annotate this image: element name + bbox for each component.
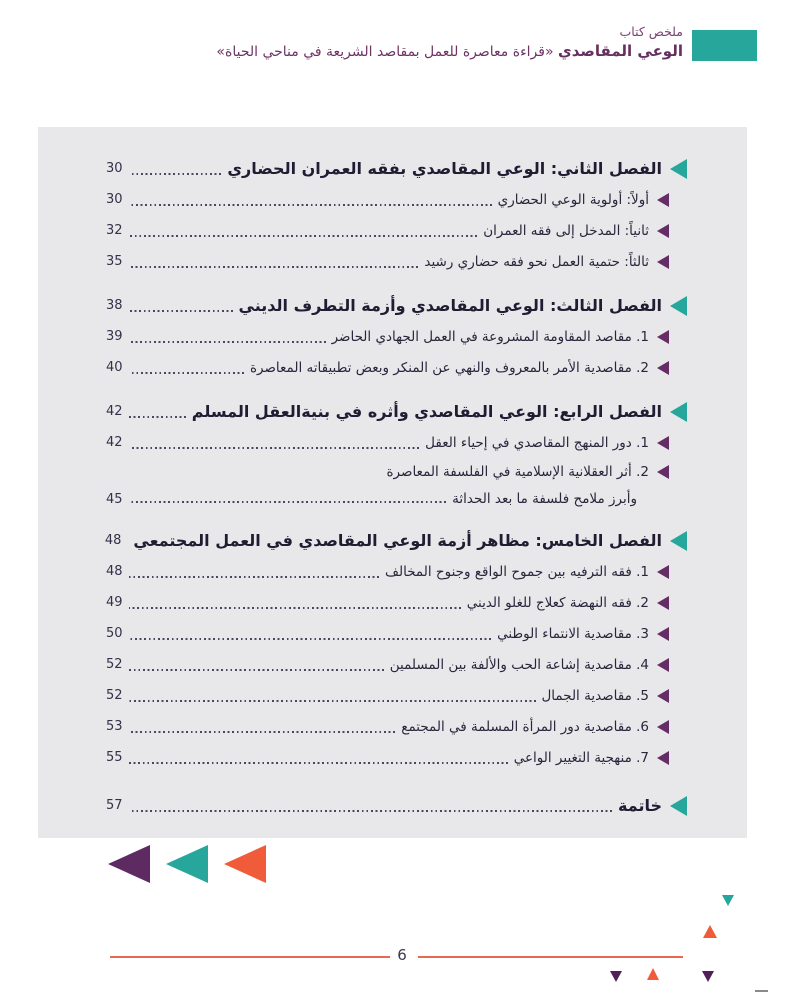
toc-entry-label: الفصل الرابع: الوعي المقاصدي وأثره في بنيةالعقل المسلم xyxy=(191,402,662,421)
small-triangle-orange-up-icon xyxy=(703,925,717,938)
dotted-leader xyxy=(129,576,379,578)
toc-content xyxy=(38,127,747,821)
dotted-leader xyxy=(129,731,396,733)
section-gap xyxy=(106,773,687,790)
toc-entry-page: 48 xyxy=(106,564,123,579)
toc-item-row xyxy=(106,618,669,649)
toc-entry-label: 6. مقاصدية دور المرأة المسلمة في المجتمع xyxy=(401,718,649,735)
dotted-leader xyxy=(129,372,244,374)
item-triangle-icon xyxy=(657,596,669,610)
toc-entry-page: 38 xyxy=(106,298,123,313)
dotted-leader xyxy=(129,810,612,812)
decorative-triangle-teal-icon xyxy=(166,845,208,883)
toc-entry-page: 49 xyxy=(106,595,123,610)
toc-entry-label: 1. مقاصد المقاومة المشروعة في العمل الجهادي الحاضر xyxy=(331,328,649,345)
book-title-bold: الوعي المقاصدي xyxy=(558,42,683,60)
toc-entry-page: 40 xyxy=(106,360,123,375)
toc-entry-page: 32 xyxy=(106,223,123,238)
small-triangle-purple-down-icon xyxy=(610,971,622,982)
dotted-leader xyxy=(129,447,420,449)
dotted-leader xyxy=(129,341,326,343)
page-number: 6 xyxy=(397,946,407,964)
toc-item-row-line1 xyxy=(106,458,669,486)
toc-entry-label-continued: وأبرز ملامح فلسفة ما بعد الحداثة xyxy=(452,491,637,507)
section-gap xyxy=(106,383,687,396)
toc-entry-label: 3. مقاصدية الانتماء الوطني xyxy=(497,625,649,642)
dotted-leader xyxy=(129,416,186,418)
section-gap xyxy=(106,277,687,290)
toc-item-row xyxy=(106,427,669,458)
dotted-leader xyxy=(129,310,233,312)
toc-item-row-line2 xyxy=(106,486,687,512)
teal-brand-swatch xyxy=(692,30,757,61)
toc-item-row xyxy=(106,246,669,277)
toc-entry-label: الفصل الثاني: الوعي المقاصدي بفقه العمران الحضاري xyxy=(227,159,662,178)
toc-entry-label: 5. مقاصدية الجمال xyxy=(541,687,649,704)
chapter-triangle-icon xyxy=(670,402,687,422)
toc-entry-page: 53 xyxy=(106,719,123,734)
toc-entry-page: 52 xyxy=(106,657,123,672)
toc-entry-label: الفصل الثالث: الوعي المقاصدي وأزمة التطرف الديني xyxy=(238,296,662,315)
toc-entry-page: 30 xyxy=(106,192,123,207)
footer-rule-right xyxy=(418,956,683,958)
toc-entry-page: 42 xyxy=(106,404,123,419)
toc-chapter-row xyxy=(106,153,687,184)
small-triangle-teal-down-icon xyxy=(722,895,734,906)
footer-rule-left xyxy=(110,956,390,958)
toc-item-row xyxy=(106,556,669,587)
toc-entry-page: 30 xyxy=(106,161,123,176)
toc-box xyxy=(38,127,747,838)
toc-entry-label: 4. مقاصدية إشاعة الحب والألفة بين المسلمين xyxy=(389,656,649,673)
toc-entry-page: 45 xyxy=(106,491,123,507)
book-title xyxy=(216,42,683,60)
dotted-leader xyxy=(129,173,222,175)
toc-item-row xyxy=(106,184,669,215)
toc-entry-label: 1. فقه الترفيه بين جموح الواقع وجنوح المخالف xyxy=(385,563,649,580)
item-triangle-icon xyxy=(657,689,669,703)
toc-entry-label: ثانياً: المدخل إلى فقه العمران xyxy=(483,222,649,239)
toc-item-row xyxy=(106,215,669,246)
item-triangle-icon xyxy=(657,565,669,579)
item-triangle-icon xyxy=(657,224,669,238)
dotted-leader xyxy=(129,501,447,503)
toc-item-row xyxy=(106,742,669,773)
toc-entry-label: 1. دور المنهج المقاصدي في إحياء العقل xyxy=(425,434,649,451)
item-triangle-icon xyxy=(657,193,669,207)
item-triangle-icon xyxy=(657,658,669,672)
toc-entry-label: 2. فقه النهضة كعلاج للغلو الديني xyxy=(466,594,649,611)
header-kicker: ملخص كتاب xyxy=(619,24,683,39)
toc-entry-label: 2. مقاصدية الأمر بالمعروف والنهي عن المنكر وبعض تطبيقاته المعاصرة xyxy=(249,359,649,376)
toc-entry-page: 57 xyxy=(106,798,123,813)
corner-dash xyxy=(755,990,768,992)
chapter-triangle-icon xyxy=(670,531,687,551)
dotted-leader xyxy=(129,266,419,268)
toc-entry-label: 7. منهجية التغيير الواعي xyxy=(513,749,649,766)
small-triangle-purple-down-icon xyxy=(702,971,714,982)
toc-chapter-row xyxy=(106,396,687,427)
dotted-leader xyxy=(129,669,384,671)
dotted-leader xyxy=(129,607,461,609)
book-title-subtitle: «قراءة معاصرة للعمل بمقاصد الشريعة في مناحي الحياة» xyxy=(216,44,558,60)
toc-entry-label: الفصل الخامس: مظاهر أزمة الوعي المقاصدي في العمل المجتمعي xyxy=(133,531,662,550)
dotted-leader xyxy=(129,638,492,640)
item-triangle-icon xyxy=(657,751,669,765)
chapter-triangle-icon xyxy=(670,296,687,316)
toc-entry-label: أولاً: أولوية الوعي الحضاري xyxy=(497,191,649,208)
item-triangle-icon xyxy=(657,255,669,269)
toc-entry-label: ثالثاً: حتمية العمل نحو فقه حضاري رشيد xyxy=(424,253,649,270)
toc-item-row xyxy=(106,352,669,383)
toc-entry-label: خاتمة xyxy=(618,796,662,815)
item-triangle-icon xyxy=(657,465,669,479)
item-triangle-icon xyxy=(657,436,669,450)
item-triangle-icon xyxy=(657,361,669,375)
item-triangle-icon xyxy=(657,720,669,734)
toc-entry-page: 42 xyxy=(106,435,123,450)
toc-item-row xyxy=(106,680,669,711)
decorative-triangle-orange-icon xyxy=(224,845,266,883)
small-triangle-orange-up-icon xyxy=(647,968,659,980)
toc-entry-page: 48 xyxy=(104,533,122,548)
item-triangle-icon xyxy=(657,627,669,641)
toc-entry-page: 39 xyxy=(106,329,123,344)
toc-ending-row xyxy=(106,790,687,821)
decorative-triangle-purple-icon xyxy=(108,845,150,883)
toc-entry-page: 50 xyxy=(106,626,123,641)
toc-chapter-row xyxy=(106,525,687,556)
chapter-triangle-icon xyxy=(670,159,687,179)
toc-entry-page: 55 xyxy=(106,750,123,765)
dotted-leader xyxy=(129,762,508,764)
section-gap xyxy=(106,512,687,525)
toc-item-row xyxy=(106,649,669,680)
item-triangle-icon xyxy=(657,330,669,344)
toc-item-row xyxy=(106,711,669,742)
toc-entry-page: 52 xyxy=(106,688,123,703)
toc-item-row xyxy=(106,321,669,352)
dotted-leader xyxy=(129,204,492,206)
toc-entry-page: 35 xyxy=(106,254,123,269)
toc-entry-label: 2. أثر العقلانية الإسلامية في الفلسفة المعاصرة xyxy=(386,464,649,480)
dotted-leader xyxy=(129,235,478,237)
toc-item-row xyxy=(106,587,669,618)
toc-chapter-row xyxy=(106,290,687,321)
chapter-triangle-icon xyxy=(670,796,687,816)
dotted-leader xyxy=(129,700,536,702)
